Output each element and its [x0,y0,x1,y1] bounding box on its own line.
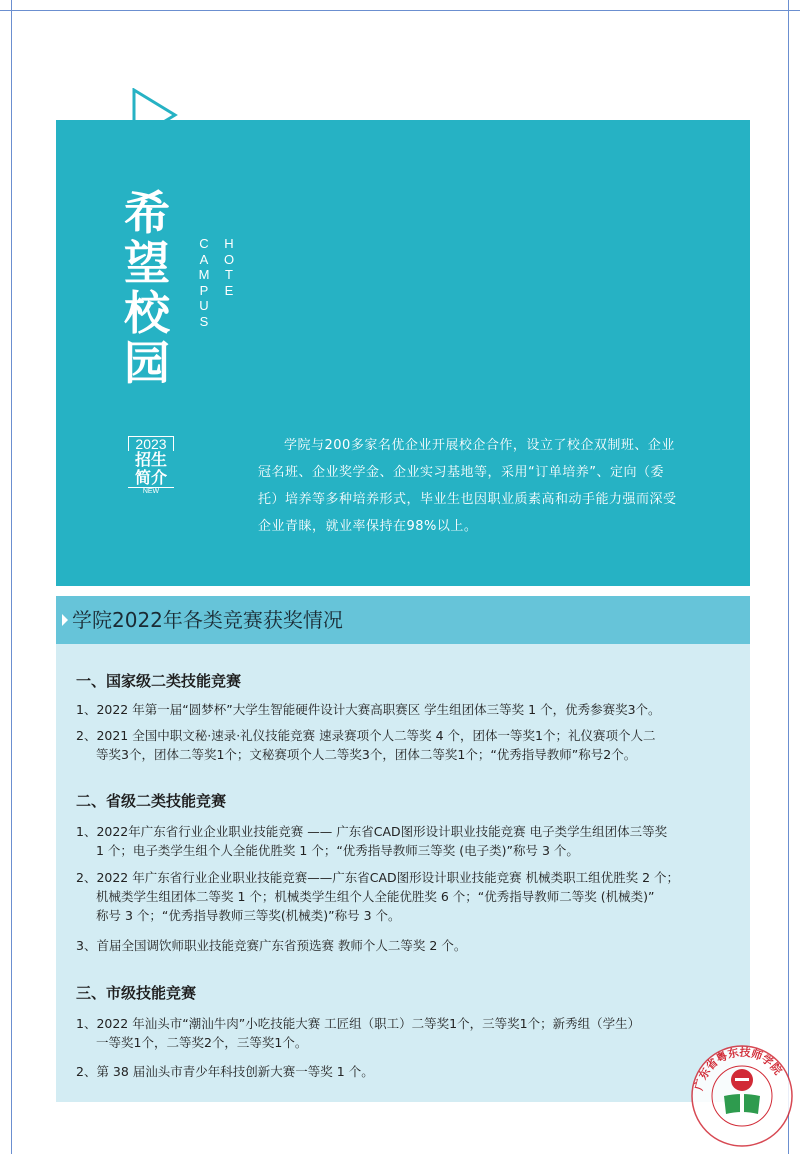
badge-year: 2023 [128,436,174,451]
item-line: 2022 年汕头市“潮汕牛肉”小吃技能大赛 工匠组（职工）二等奖1个，三等奖1个；新秀组（学生） [96,1016,641,1031]
item-number: 3、 [76,938,97,953]
seal-text: 广东省粤东技师学院 [692,1045,785,1092]
badge-line1: 招生 [134,450,167,469]
list-item [76,1014,736,1052]
group-heading-provincial: 二、省级二类技能竞赛 [76,792,227,810]
campus-vertical-text [198,236,210,329]
hero-title-char: 园 [124,336,170,390]
list-item [76,726,736,764]
section-title: 学院2022年各类竞赛获奖情况 [72,608,343,632]
hero-title [124,188,180,388]
item-line: 称号 3 个；“优秀指导教师三等奖(机械类)”称号 3 个。 [96,908,401,923]
hote-letter: H [224,236,234,251]
group-heading-city: 三、市级技能竞赛 [76,984,197,1002]
frame-left-line [11,0,12,1154]
badge-line2: 简介 [134,468,167,487]
hote-letter: E [224,282,234,298]
frame-top-line [0,10,800,11]
group-heading-national: 一、国家级二类技能竞赛 [76,672,242,690]
badge-new: NEW [128,487,174,496]
item-line: 1 个；电子类学生组个人全能优胜奖 1 个；“优秀指导教师三等奖 (电子类)”称号 3 个。 [96,843,579,858]
campus-letter: C [199,236,209,251]
list-item [76,822,736,860]
item-number: 2、 [76,870,97,885]
item-line: 第 38 届汕头市青少年科技创新大赛一等奖 1 个。 [96,1064,374,1079]
awards-panel [56,644,750,1102]
hote-letter: O [223,251,235,267]
list-item [76,868,736,925]
item-line: 2021 全国中职文秘·速录·礼仪技能竞赛 速录赛项个人二等奖 4 个，团体一等奖1个；礼仪赛项个人二 [96,728,656,743]
item-line: 一等奖1个，二等奖2个，三等奖1个。 [96,1035,308,1050]
hote-letter: T [225,267,233,282]
hero-title-char: 望 [124,236,170,290]
hero-title-char: 校 [124,286,170,340]
campus-letter: P [199,282,209,298]
item-number: 2、 [76,1064,97,1079]
item-number: 2、 [76,728,97,743]
section-header [56,596,750,644]
item-line: 2022 年广东省行业企业职业技能竞赛——广东省CAD图形设计职业技能竞赛 机械类职工组优胜奖 2 个； [96,870,680,885]
item-line: 首届全国调饮师职业技能竞赛广东省预选赛 教师个人二等奖 2 个。 [96,938,467,953]
list-item [76,1062,736,1081]
campus-letter: U [199,298,209,313]
campus-letter: S [199,313,209,329]
item-number: 1、 [76,1016,97,1031]
item-line: 2022 年第一届“圆梦杯”大学生智能硬件设计大赛高职赛区 学生组团体三等奖 1 个，优秀参赛奖3个。 [96,702,661,717]
item-number: 1、 [76,702,97,717]
admissions-badge [128,436,174,496]
item-number: 1、 [76,824,97,839]
item-line: 等奖3个，团体二等奖1个；文秘赛项个人二等奖3个，团体二等奖1个；“优秀指导教师”称号2个。 [96,747,637,762]
list-item [76,700,736,719]
hero-title-char: 希 [124,186,170,240]
frame-right-line [788,0,789,1154]
intro-paragraph: 学院与200多家名优企业开展校企合作，设立了校企双制班、企业冠名班、企业奖学金、企业实习基地等，采用“订单培养”、定向（委托）培养等多种培养形式，毕业生也因职业质素高和动手能力强而深受企业青睐，就业率保持在98%以上。 [258,438,677,534]
hote-vertical-text [223,236,235,298]
item-line: 2022年广东省行业企业职业技能竞赛 —— 广东省CAD图形设计职业技能竞赛 电子类学生组团体三等奖 [96,824,668,839]
arrow-icon [62,614,68,626]
campus-letter: M [198,267,210,282]
item-line: 机械类学生组团体二等奖 1 个；机械类学生组个人全能优胜奖 6 个；“优秀指导教师二等奖 (机械类)” [96,889,655,904]
school-seal-logo [690,1044,794,1148]
campus-letter: A [199,251,209,267]
play-triangle-icon [132,88,178,142]
list-item [76,936,736,955]
